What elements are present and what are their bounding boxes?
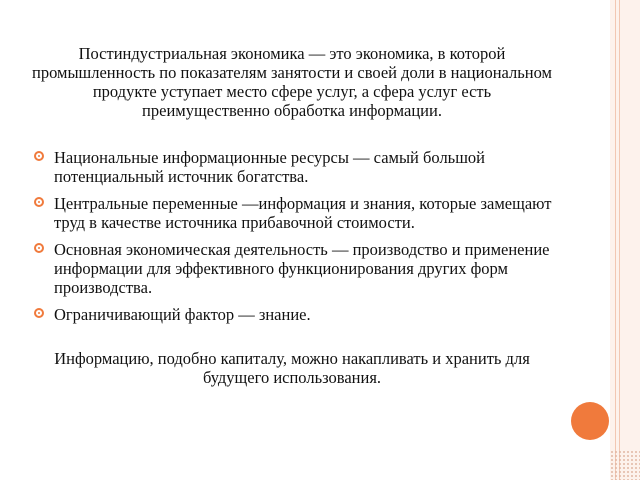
orange-circle-icon (571, 402, 609, 440)
orange-ring-bullet-icon (34, 197, 44, 207)
lead-paragraph: Постиндустриальная экономика — это экономика, в которой промышленность по показателям занятости и своей доли в национальном продукте уступает место сфере услуг, а сфера услуг есть преимущественно обработка информации. (32, 44, 552, 120)
bullet-item (32, 240, 552, 297)
orange-ring-bullet-icon (34, 243, 44, 253)
bullet-item (32, 194, 552, 232)
orange-ring-bullet-icon (34, 151, 44, 161)
bullet-item (32, 305, 552, 324)
bullet-text: Национальные информационные ресурсы — самый большой потенциальный источник богатства. (54, 148, 485, 186)
bullet-item (32, 148, 552, 186)
bullet-text: Ограничивающий фактор — знание. (54, 305, 311, 324)
decorative-side-line (619, 0, 620, 480)
bullet-list (32, 148, 552, 324)
orange-ring-bullet-icon (34, 308, 44, 318)
bullet-text: Основная экономическая деятельность — производство и применение информации для эффективного функционирования других форм производства. (54, 240, 550, 297)
decorative-side-line (615, 0, 616, 480)
slide-content (32, 44, 552, 387)
decorative-dot-pattern (610, 450, 640, 480)
bullet-text: Центральные переменные —информация и знания, которые замещают труд в качестве источника прибавочной стоимости. (54, 194, 552, 232)
closing-paragraph: Информацию, подобно капиталу, можно накапливать и хранить для будущего использования. (54, 349, 530, 387)
